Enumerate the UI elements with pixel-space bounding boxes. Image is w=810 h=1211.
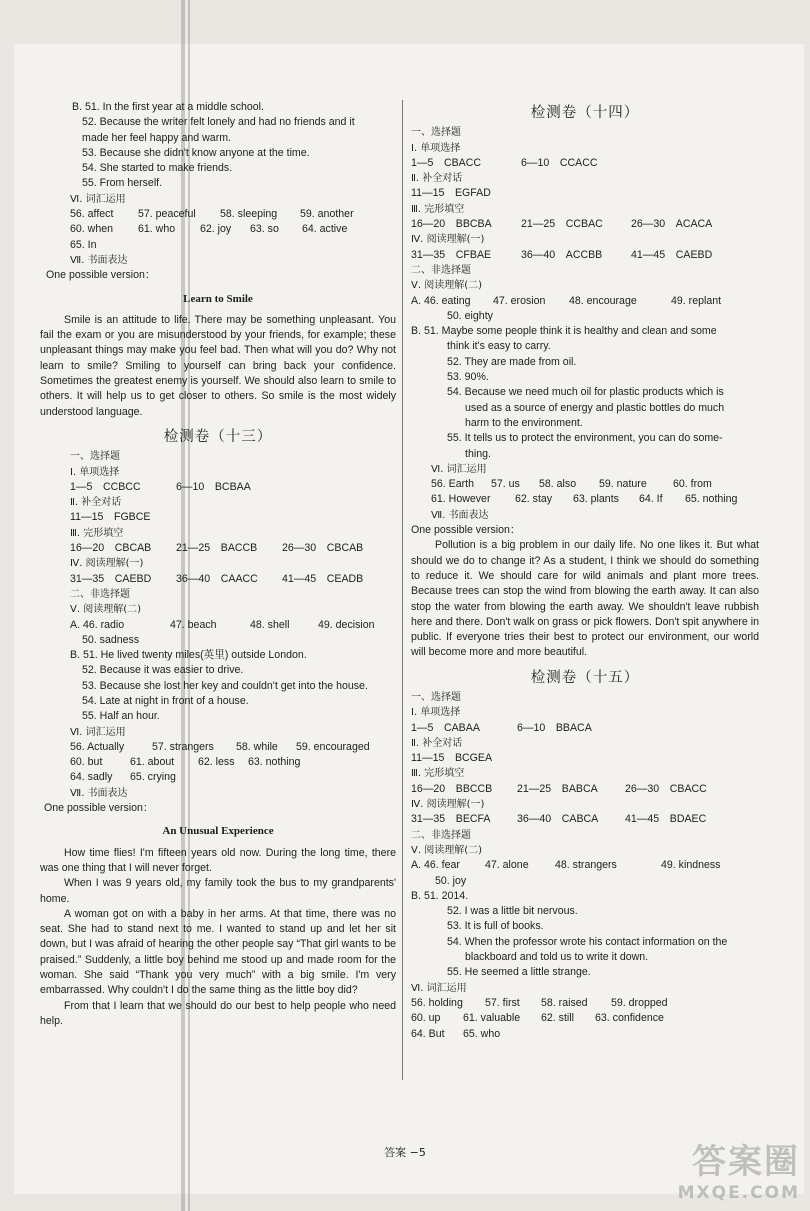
vocab-row: 56. Earth 57. us 58. also 59. nature 60. from — [431, 478, 712, 491]
answer-row: 50. joy — [435, 874, 467, 887]
answer-row: 31—35 CFBAE 36—40 ACCBB 41—45 CAEBD — [411, 248, 713, 261]
section-heading: 二、非选择题 — [70, 588, 130, 600]
vocab-row: 56. holding 57. first 58. raised 59. dropped — [411, 996, 668, 1009]
answer-row: 1—5 CABAA 6—10 BBACA — [411, 721, 592, 734]
section-heading: Ⅶ. 书面表达 — [70, 254, 128, 266]
section-heading: Ⅰ. 单项选择 — [411, 142, 461, 154]
watermark-logo: 答案圈 — [692, 1142, 800, 1182]
answer-line: used as a source of energy and plastic bottles do much — [465, 401, 725, 414]
column-divider — [402, 100, 403, 1080]
section-heading: 一、选择题 — [411, 691, 461, 703]
answer-line: 52. Because it was easier to drive. — [82, 664, 244, 677]
section-heading: Ⅴ. 阅读理解(二) — [70, 604, 142, 616]
answer-line: blackboard and told us to write it down. — [465, 951, 649, 964]
section-heading: Ⅲ. 完形填空 — [411, 768, 465, 780]
answer-line: B. 51. In the first year at a middle school. — [72, 101, 264, 113]
answer-line: 54. Late at night in front of a house. — [82, 694, 249, 707]
answer-row: 11—15 FGBCE — [70, 511, 151, 524]
essay-paragraph: How time flies! I'm fifteen years old now. During the long time, there was one thing that I will never forget. — [40, 846, 396, 874]
answer-row: A. 46. fear 47. alone 48. strangers 49. kindness — [411, 859, 721, 872]
answer-line: 53. Because she didn't know anyone at the time. — [82, 146, 310, 159]
section-heading: Ⅰ. 单项选择 — [70, 466, 120, 478]
vocab-row: 65. In — [70, 238, 97, 251]
section-heading: Ⅳ. 阅读理解(一) — [411, 799, 485, 811]
section-heading: Ⅶ. 书面表达 — [431, 509, 489, 521]
answer-line: 55. From herself. — [82, 177, 163, 190]
essay-paragraph: A woman got on with a baby in her arms. At that time, there was no seat. She had to stand next to me. I wanted to stand up and let her sit down, but I was afraid of hearing the other people say “That girl wants to be praised.” Suddenly, a little boy behind me stood up and made room for the woman. She said “Thank you very much” with a big smile. I'm very embarrassed. Why couldn't I do the same thing as the little boy did? — [40, 907, 396, 997]
vocab-row: 56. Actually 57. strangers 58. while 59. encouraged — [70, 740, 370, 753]
answer-line: B. 51. He lived twenty miles(英里) outside London. — [70, 649, 307, 662]
section-heading: 一、选择题 — [411, 127, 461, 139]
answer-row: A. 46. eating 47. erosion 48. encourage 49. replant — [411, 294, 722, 307]
essay-paragraph: From that I learn that we should do our best to help people who need help. — [40, 999, 396, 1027]
right-column — [411, 106, 759, 1042]
section-heading: Ⅵ. 词汇运用 — [431, 463, 487, 475]
test-title: 检测卷（十四） — [530, 105, 640, 121]
section-heading: Ⅴ. 阅读理解(二) — [411, 844, 483, 856]
section-heading: Ⅵ. 词汇运用 — [411, 982, 467, 994]
answer-line: 55. He seemed a little strange. — [447, 966, 591, 979]
section-heading: Ⅲ. 完形填空 — [411, 203, 465, 215]
answer-line: 53. 90%. — [447, 371, 489, 384]
answer-line: 52. They are made from oil. — [447, 355, 577, 368]
section-heading: Ⅱ. 补全对话 — [70, 497, 122, 509]
vocab-row: 56. affect 57. peaceful 58. sleeping 59. another — [70, 208, 354, 221]
essay-paragraph: Smile is an attitude to life. There may be something unpleasant. You fail the exam or you are misunderstood by your friends, for example; these unpleasant things may make you feel bad. Then what will you do? Why not learn to smile? Smiling to yourself can bring back your confidence. Sometimes the greatest enemy is yourself. We should also learn to smile to others. It will help us to get closer to others. So smile is the most widely understood language. — [40, 313, 396, 418]
answer-line: B. 51. 2014. — [411, 889, 469, 902]
answer-row: 16—20 BBCCB 21—25 BABCA 26—30 CBACC — [411, 782, 707, 795]
essay-paragraph: When I was 9 years old, my family took the bus to my grandparents' home. — [40, 877, 396, 905]
answer-row: 31—35 BECFA 36—40 CABCA 41—45 BDAEC — [411, 813, 707, 826]
version-label: One possible version： — [411, 524, 521, 537]
version-label: One possible version： — [46, 269, 156, 282]
essay-title: An Unusual Experience — [162, 825, 274, 838]
answer-line: 54. Because we need much oil for plastic products which is — [447, 386, 724, 399]
answer-line: 54. She started to make friends. — [82, 162, 233, 175]
section-heading: 二、非选择题 — [411, 829, 471, 841]
vocab-row: 60. but 61. about 62. less 63. nothing — [70, 756, 301, 769]
answer-row: 50. eighty — [447, 309, 493, 322]
vocab-row: 60. up 61. valuable 62. still 63. confidence — [411, 1012, 664, 1025]
test-title: 检测卷（十五） — [530, 669, 640, 686]
section-heading: Ⅵ. 词汇运用 — [70, 193, 126, 205]
answer-line: 52. Because the writer felt lonely and had no friends and it — [82, 116, 355, 129]
vocab-row: 64. But 65. who — [411, 1027, 501, 1040]
answer-row: 1—5 CCBCC 6—10 BCBAA — [70, 480, 251, 493]
essay-paragraph: Pollution is a big problem in our daily life. No one likes it. But what should we do to change it? As a student, I think we should do something to reduce it. We should care for wild animals and plant more trees. Because trees can stop the wind from blowing the earth away. It can also stop the water from blowing the earth away. We shouldn't leave rubbish here and there. Don't walk on grass or pick flowers. Don't spit anywhere in public. If everyone tries their best to protect our environment, our world will become more and more beautiful. — [411, 539, 759, 659]
answer-row: A. 46. radio 47. beach 48. shell 49. decision — [70, 618, 375, 631]
answer-row: 31—35 CAEBD 36—40 CAACC 41—45 CEADB — [70, 572, 364, 585]
answer-line: thing. — [465, 447, 491, 460]
section-heading: Ⅵ. 词汇运用 — [70, 726, 126, 738]
vocab-row: 64. sadly 65. crying — [70, 771, 176, 784]
page-number: 答案 −5 — [384, 1146, 426, 1159]
version-label: One possible version： — [44, 802, 154, 815]
section-heading: Ⅲ. 完形填空 — [70, 527, 124, 539]
answer-line: think it's easy to carry. — [447, 340, 551, 353]
answer-row: 1—5 CBACC 6—10 CCACC — [411, 156, 598, 169]
section-heading: Ⅱ. 补全对话 — [411, 173, 463, 185]
section-heading: Ⅶ. 书面表达 — [70, 787, 128, 799]
answer-row: 50. sadness — [82, 633, 140, 646]
test-title: 检测卷（十三） — [163, 428, 273, 445]
answer-line: 52. I was a little bit nervous. — [447, 905, 578, 918]
site-watermark — [678, 1134, 800, 1203]
answer-line: made her feel happy and warm. — [82, 131, 231, 144]
section-heading: 一、选择题 — [70, 451, 120, 463]
answer-line: harm to the environment. — [465, 416, 583, 429]
section-heading: Ⅳ. 阅读理解(一) — [70, 558, 144, 570]
answer-line: 54. When the professor wrote his contact information on the — [447, 935, 728, 948]
vocab-row: 60. when 61. who 62. joy 63. so 64. active — [70, 223, 348, 236]
left-column — [40, 100, 396, 1029]
section-heading: 二、非选择题 — [411, 264, 471, 276]
answer-row: 16—20 CBCAB 21—25 BACCB 26—30 CBCAB — [70, 542, 364, 555]
answer-row: 16—20 BBCBA 21—25 CCBAC 26—30 ACACA — [411, 218, 713, 231]
answer-line: 53. Because she lost her key and couldn't get into the house. — [82, 679, 368, 692]
answer-line: 55. It tells us to protect the environment, you can do some- — [447, 432, 723, 445]
section-heading: Ⅰ. 单项选择 — [411, 707, 461, 719]
section-heading: Ⅴ. 阅读理解(二) — [411, 280, 483, 292]
section-heading: Ⅱ. 补全对话 — [411, 737, 463, 749]
answer-row: 11—15 EGFAD — [411, 187, 491, 200]
answer-line: 55. Half an hour. — [82, 710, 160, 723]
answer-line: B. 51. Maybe some people think it is healthy and clean and some — [411, 325, 717, 338]
section-heading: Ⅳ. 阅读理解(一) — [411, 234, 485, 246]
answer-row: 11—15 BCGEA — [411, 752, 493, 765]
answer-line: 53. It is full of books. — [447, 920, 544, 933]
essay-title: Learn to Smile — [183, 292, 253, 305]
vocab-row: 61. However 62. stay 63. plants 64. If 65. nothing — [431, 493, 738, 506]
watermark-url: MXQE.COM — [677, 1183, 800, 1203]
